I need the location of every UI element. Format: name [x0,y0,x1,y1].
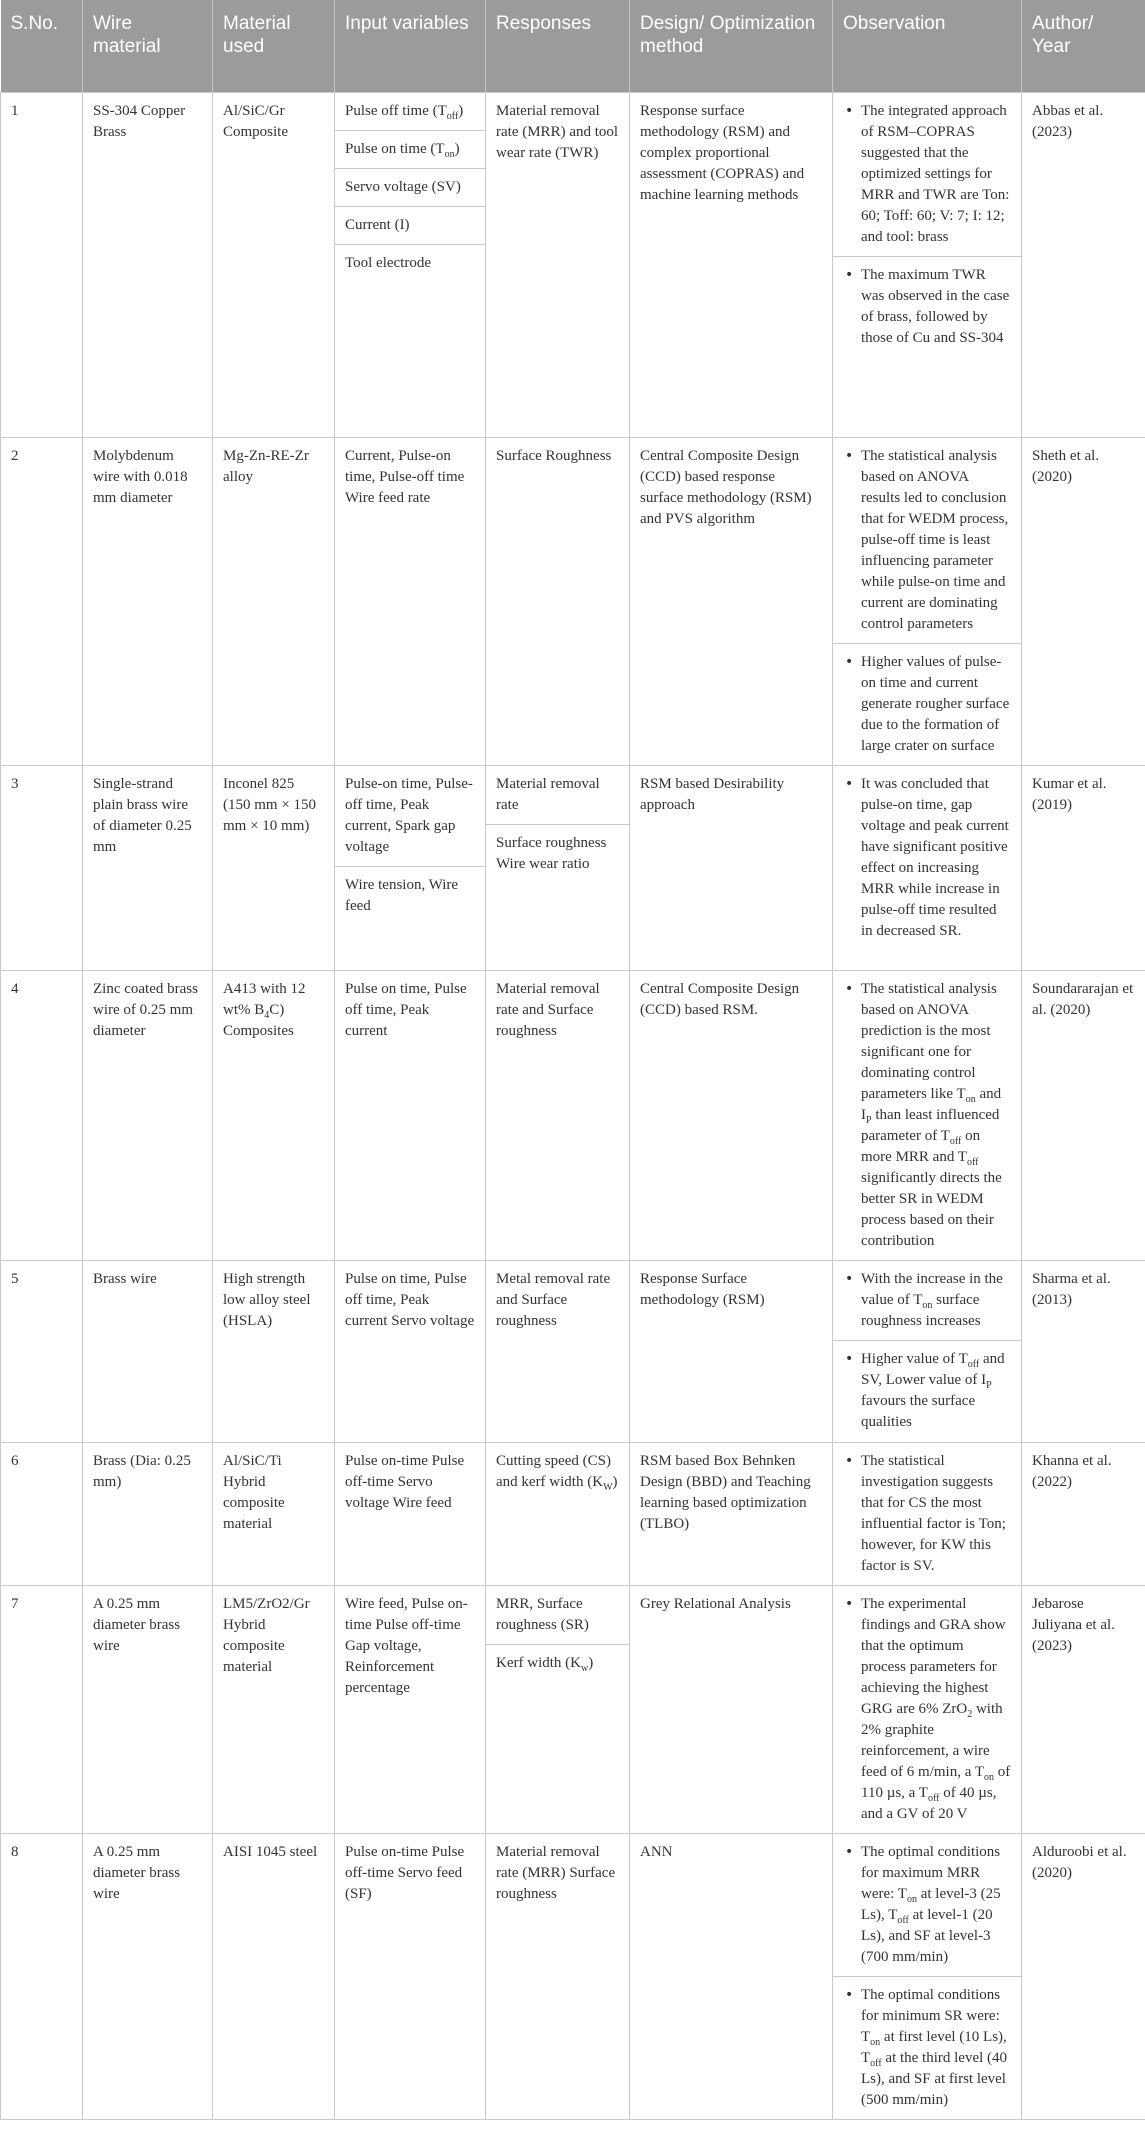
cell-observation [833,766,1022,971]
table-row [1,1586,1145,1834]
observation-bullet: • The statistical analysis based on ANOVA prediction is the most significant one for dominating control parameters like $T_{on}$ and $I_P$ than least influenced parameter of $T_{off}$ on more MRR and $T_{off}$ significantly directs the better SR in WEDM process based on their contribution [843,979,1011,1252]
response-item: Metal removal rate and Surface roughness [496,1271,611,1329]
input-variable: Tool electrode [335,244,485,282]
header-wire-material: Wire material [83,0,213,93]
input-variable: Pulse on-time Pulse off-time Servo feed (SF) [345,1844,465,1902]
cell-responses [486,1443,630,1586]
cell-author-year: Jebarose Juliyana et al. (2023) [1022,1586,1145,1834]
observation-bullet: • The experimental findings and GRA show that the optimum process parameters for achieving the highest GRG are 6% ZrO$_2$ with 2% graphite reinforcement, a wire feed of 6 m/min, a $T_{on}$ of 110 µs, a $T_{off}$ of 40 µs, and a GV of 20 V [843,1594,1011,1825]
cell-input-variables [335,1443,486,1586]
cell-sno: 7 [1,1586,83,1834]
response-item: Material removal rate and Surface roughness [496,981,600,1039]
cell-responses [486,971,630,1261]
observation-item [833,1834,1021,1976]
table-row [1,1261,1145,1443]
cell-wire-material: Brass (Dia: 0.25 mm) [83,1443,213,1586]
cell-input-variables [335,1261,486,1443]
cell-sno: 4 [1,971,83,1261]
observation-bullet: • It was concluded that pulse-on time, gap voltage and peak current have significant positive effect on increasing MRR while increase in pulse-off time resulted in decreased SR. [843,774,1011,942]
cell-wire-material: A 0.25 mm diameter brass wire [83,1834,213,2120]
cell-wire-material: Single-strand plain brass wire of diameter 0.25 mm [83,766,213,971]
cell-method: Central Composite Design (CCD) based RSM. [630,971,833,1261]
cell-responses [486,438,630,766]
cell-author-year: Kumar et al. (2019) [1022,766,1145,971]
observation-bullet: • The statistical analysis based on ANOVA results led to conclusion that for WEDM process, pulse-off time is least influencing parameter while pulse-on time and current are dominating control parameters [843,446,1011,635]
input-variable: Pulse-on time, Pulse-off time, Peak current, Spark gap voltage [345,776,473,855]
cell-material-used: AISI 1045 steel [213,1834,335,2120]
table-body [1,93,1145,2120]
observation-bullet: • The statistical investigation suggests that for CS the most influential factor is Ton; however, for KW this factor is SV. [843,1451,1011,1577]
response-item: Material removal rate [496,776,600,813]
input-variable: Pulse off time $(T_{off})$ [345,103,464,122]
observation-item [833,1443,1021,1585]
cell-responses [486,1834,630,2120]
response-item: Material removal rate (MRR) Surface roughness [496,1844,616,1902]
cell-sno: 6 [1,1443,83,1586]
header-material-used: Material used [213,0,335,93]
observation-bullet: • The maximum TWR was observed in the case of brass, followed by those of Cu and SS-304 [843,265,1011,349]
cell-wire-material: Molybdenum wire with 0.018 mm diameter [83,438,213,766]
response-item: Surface Roughness [496,448,612,464]
observation-bullet: • Higher value of $T_{off}$ and SV, Lower value of $I_P$ favours the surface qualities [843,1349,1011,1433]
cell-input-variables [335,438,486,766]
cell-sno: 8 [1,1834,83,2120]
cell-material-used: Mg-Zn-RE-Zr alloy [213,438,335,766]
observation-item [833,1586,1021,1833]
response-item: Kerf width $(K_w)$ [486,1644,629,1682]
table-row [1,438,1145,766]
cell-wire-material: SS-304 Copper Brass [83,93,213,438]
header-sno: S.No. [1,0,83,93]
cell-method: RSM based Box Behnken Design (BBD) and Teaching learning based optimization (TLBO) [630,1443,833,1586]
cell-wire-material: A 0.25 mm diameter brass wire [83,1586,213,1834]
input-variable: Current, Pulse-on time, Pulse-off time Wire feed rate [345,448,465,506]
observation-bullet: • The optimal conditions for maximum MRR were: $T_{on}$ at level-3 (25 Ls), $T_{off}$ at level-1 (20 Ls), and SF at level-3 (700 mm/min) [843,1842,1011,1968]
observation-bullet: • With the increase in the value of $T_{on}$ surface roughness increases [843,1269,1011,1332]
response-item: Cutting speed (CS) and kerf width $(K_W)$ [496,1453,618,1493]
observation-bullet: • Higher values of pulse-on time and current generate rougher surface due to the formation of large crater on surface [843,652,1011,757]
response-item: Material removal rate (MRR) and tool wear rate (TWR) [496,103,619,161]
cell-method: ANN [630,1834,833,2120]
cell-responses [486,93,630,438]
cell-author-year: Alduroobi et al. (2020) [1022,1834,1145,2120]
cell-author-year: Abbas et al. (2023) [1022,93,1145,438]
cell-author-year: Khanna et al. (2022) [1022,1443,1145,1586]
cell-input-variables [335,1586,486,1834]
observation-item [833,438,1021,643]
observation-item [833,766,1021,950]
cell-material-used: Al/SiC/Gr Composite [213,93,335,438]
cell-sno: 1 [1,93,83,438]
input-variable: Wire tension, Wire feed [335,866,485,925]
header-input-variables: Input variables [335,0,486,93]
cell-input-variables [335,971,486,1261]
cell-observation [833,1261,1022,1443]
table-row [1,1834,1145,2120]
table-header [1,0,1145,93]
cell-input-variables [335,766,486,971]
cell-responses [486,766,630,971]
observation-item [833,93,1021,256]
observation-item [833,643,1021,765]
cell-sno: 2 [1,438,83,766]
cell-wire-material: Brass wire [83,1261,213,1443]
cell-wire-material: Zinc coated brass wire of 0.25 mm diameter [83,971,213,1261]
input-variable: Pulse on time $(T_{on})$ [335,130,485,168]
observation-item [833,1976,1021,2119]
cell-responses [486,1261,630,1443]
cell-observation [833,438,1022,766]
observation-item [833,256,1021,357]
cell-observation [833,93,1022,438]
response-item: Surface roughness Wire wear ratio [486,824,629,883]
input-variable: Pulse on time, Pulse off time, Peak current Servo voltage [345,1271,475,1329]
table-row [1,93,1145,438]
header-responses: Responses [486,0,630,93]
cell-observation [833,1443,1022,1586]
header-author-year: Author/ Year [1022,0,1145,93]
cell-method: Grey Relational Analysis [630,1586,833,1834]
cell-input-variables [335,93,486,438]
observation-item [833,1261,1021,1340]
header-observation: Observation [833,0,1022,93]
observation-item [833,971,1021,1260]
cell-author-year: Soundararajan et al. (2020) [1022,971,1145,1261]
header-row [1,0,1145,93]
cell-sno: 3 [1,766,83,971]
observation-item [833,1340,1021,1441]
cell-input-variables [335,1834,486,2120]
table-row [1,971,1145,1261]
cell-material-used: A413 with 12 wt% $B_4C$) Composites [213,971,335,1261]
input-variable: Current (I) [335,206,485,244]
cell-method: RSM based Desirability approach [630,766,833,971]
response-item: MRR, Surface roughness (SR) [496,1596,589,1633]
cell-author-year: Sharma et al. (2013) [1022,1261,1145,1443]
cell-material-used: Inconel 825 (150 mm × 150 mm × 10 mm) [213,766,335,971]
cell-method: Central Composite Design (CCD) based response surface methodology (RSM) and PVS algorithm [630,438,833,766]
cell-observation [833,971,1022,1261]
header-method: Design/ Optimization method [630,0,833,93]
input-variable: Pulse on-time Pulse off-time Servo voltage Wire feed [345,1453,465,1511]
input-variable: Servo voltage (SV) [335,168,485,206]
input-variable: Wire feed, Pulse on-time Pulse off-time Gap voltage, Reinforcement percentage [345,1596,468,1696]
observation-bullet: • The optimal conditions for minimum SR were: $T_{on}$ at first level (10 Ls), $T_{off}$ at the third level (40 Ls), and SF at first level (500 mm/min) [843,1985,1011,2111]
cell-material-used: High strength low alloy steel (HSLA) [213,1261,335,1443]
cell-method: Response Surface methodology (RSM) [630,1261,833,1443]
cell-material-used: LM5/ZrO2/Gr Hybrid composite material [213,1586,335,1834]
cell-observation [833,1586,1022,1834]
cell-method: Response surface methodology (RSM) and complex proportional assessment (COPRAS) and machine learning methods [630,93,833,438]
cell-observation [833,1834,1022,2120]
table-row [1,766,1145,971]
cell-material-used: Al/SiC/Ti Hybrid composite material [213,1443,335,1586]
cell-responses [486,1586,630,1834]
cell-author-year: Sheth et al. (2020) [1022,438,1145,766]
cell-sno: 5 [1,1261,83,1443]
table-row [1,1443,1145,1586]
input-variable: Pulse on time, Pulse off time, Peak current [345,981,467,1039]
observation-bullet: • The integrated approach of RSM–COPRAS suggested that the optimized settings for MRR and TWR are Ton: 60; Toff: 60; V: 7; I: 12; and tool: brass [843,101,1011,248]
